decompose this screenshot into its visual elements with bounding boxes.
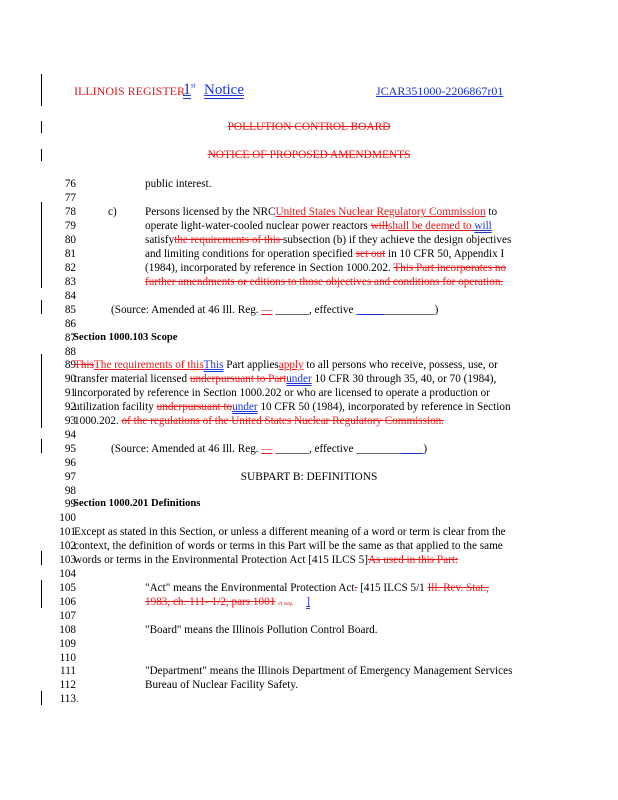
- line-number: 105: [59, 582, 76, 594]
- line-number: 92: [64, 401, 76, 413]
- change-bar: [41, 580, 42, 608]
- line-number: 96: [64, 457, 76, 469]
- line-number: 90: [64, 373, 76, 385]
- line-number: 80: [64, 234, 76, 246]
- text-line: and limiting conditions for operation specified set out in 10 CFR 50, Appendix I: [145, 248, 505, 260]
- text-line: incorporated by reference in Section 1000.202 or who are licensed to operate a production or: [74, 387, 490, 399]
- deletion: This: [74, 359, 94, 371]
- notice-label: Notice: [204, 82, 244, 98]
- line-number: 88: [64, 346, 76, 358]
- line-number: 93: [64, 415, 76, 427]
- line-number: 101: [59, 526, 76, 538]
- change-bar: [41, 354, 42, 428]
- deletion: set out: [355, 248, 386, 260]
- line-number: 109: [59, 638, 76, 650]
- line-number: 102: [59, 540, 76, 552]
- insertion: apply: [278, 359, 304, 371]
- text-line: satisfythe requirements of this subsection (b) if they achieve the design objectives: [145, 234, 512, 246]
- line-number: 98: [64, 485, 76, 497]
- text-line: transfer material licensed underpursuant to Partunder 10 CFR 30 through 35, 40, or 70 (1984),: [74, 373, 497, 385]
- line-number: 85: [64, 304, 76, 316]
- change-bar: [41, 551, 42, 565]
- line-number: 84: [64, 290, 76, 302]
- deletion: under: [189, 373, 216, 385]
- notice-title: NOTICE OF PROPOSED AMENDMENTS: [207, 149, 411, 161]
- deletion: .: [354, 582, 358, 594]
- line-number: 113: [59, 693, 76, 705]
- text-line: words or terms in the Environmental Protection Act [415 ILCS 5]As used in this Part:: [74, 554, 459, 566]
- text-line: Persons licensed by the NRCUnited States Nuclear Regulatory Commission to: [145, 206, 498, 218]
- deletion: As used in this Part:: [367, 554, 459, 566]
- deletion: the requirements of this: [174, 234, 283, 246]
- deletion: .: [76, 693, 79, 705]
- line-number: 108: [59, 624, 76, 636]
- line-number: 83: [64, 276, 76, 288]
- section-heading: Section 1000.103 Scope: [73, 332, 178, 343]
- revision: This: [203, 359, 224, 371]
- deletion: pursuant to Part: [215, 373, 287, 385]
- text-line: (1984), incorporated by reference in Section 1000.202. This Part incorporates no: [145, 262, 507, 274]
- line-number: 103: [59, 554, 76, 566]
- deletion: Ill. Rev. Stat.,: [427, 582, 489, 594]
- list-label: c): [108, 206, 117, 218]
- line-number: 97: [64, 471, 76, 483]
- text-line: utilization facility underpursuant tounder 10 CFR 50 (1984), incorporated by reference in Section: [74, 401, 511, 413]
- text-line: public interest.: [145, 178, 212, 190]
- line-number: 100: [59, 512, 76, 524]
- definition-act: "Act" means the Environmental Protection Act. [415 ILCS 5/1 Ill. Rev. Stat.,: [145, 582, 489, 594]
- revision: under: [286, 373, 312, 385]
- line-number: 86: [64, 318, 76, 330]
- register-title: ILLINOIS REGISTER: [74, 84, 185, 98]
- line-number: 77: [64, 192, 76, 204]
- change-bar: [41, 300, 42, 314]
- source-note: (Source: Amended at 46 Ill. Reg. — ______, effective ______________): [111, 304, 439, 316]
- line-number: 91: [64, 387, 76, 399]
- revision: under: [232, 401, 258, 413]
- line-number: 106: [59, 596, 76, 608]
- line-number: 110: [59, 652, 76, 664]
- text-line: 1000.202. of the regulations of the United States Nuclear Regulatory Commission.: [74, 415, 445, 427]
- deletion: further amendments or editions to those objectives and conditions for operation.: [145, 276, 504, 288]
- doc-id: JCAR351000-2206867r01: [376, 84, 504, 98]
- source-note: (Source: Amended at 46 Ill. Reg. — ______, effective ____________): [111, 443, 428, 455]
- text-line: Except as stated in this Section, or unless a different meaning of a word or term is clear from the: [74, 526, 506, 538]
- line-number: 81: [64, 248, 76, 260]
- deletion: will: [370, 220, 388, 232]
- definition-department-cont: Bureau of Nuclear Facility Safety.: [145, 679, 299, 691]
- deletion: 1983, ch. 111- 1/2, pars 1001: [145, 596, 276, 608]
- section-heading: Section 1000.201 Definitions: [73, 498, 201, 509]
- text-line: context, the definition of words or terms in this Part will be the same as that applied to the same: [74, 540, 503, 552]
- deletion: of the regulations of the United States Nuclear Regulatory Commission.: [121, 415, 445, 427]
- line-number: 95: [64, 443, 76, 455]
- line-number: 104: [59, 568, 76, 580]
- change-bar: [41, 439, 42, 453]
- change-bar: [41, 74, 42, 106]
- revision: will: [474, 220, 492, 232]
- line-number: 107: [59, 610, 76, 622]
- line-number: 94: [64, 429, 76, 441]
- definition-act-cont: 1983, ch. 111- 1/2, pars 1001 et seq. ]: [145, 596, 310, 608]
- deletion: pursuant to: [182, 401, 233, 413]
- deletion: This Part incorporates no: [393, 262, 507, 274]
- insertion: shall be deemed to: [388, 220, 475, 232]
- line-number: 112: [59, 679, 76, 691]
- line-number: 111: [60, 665, 76, 677]
- text-line: operate light-water-cooled nuclear power reactors willshall be deemed to will: [145, 220, 492, 232]
- line-number: 79: [64, 220, 76, 232]
- line-number: 78: [64, 206, 76, 218]
- change-bar: [41, 691, 42, 705]
- page-number: 1st: [183, 81, 196, 98]
- insertion: The requirements of this: [93, 359, 204, 371]
- line-number: 89: [64, 359, 76, 371]
- insertion: United States Nuclear Regulatory Commission: [275, 206, 486, 218]
- change-bar: [41, 202, 42, 288]
- text-line: ThisThe requirements of thisThis Part appliesapply to all persons who receive, possess, use, or: [74, 359, 498, 371]
- line-number: 99: [64, 498, 76, 510]
- subpart-heading: SUBPART B: DEFINITIONS: [240, 471, 378, 483]
- board-name: POLLUTION CONTROL BOARD: [227, 121, 391, 133]
- line-number: 82: [64, 262, 76, 274]
- deletion: under: [156, 401, 183, 413]
- definition-department: "Department" means the Illinois Department of Emergency Management Services: [145, 665, 513, 677]
- line-number: 87: [64, 332, 76, 344]
- line-number: 76: [64, 178, 76, 190]
- definition-board: "Board" means the Illinois Pollution Control Board.: [145, 624, 378, 636]
